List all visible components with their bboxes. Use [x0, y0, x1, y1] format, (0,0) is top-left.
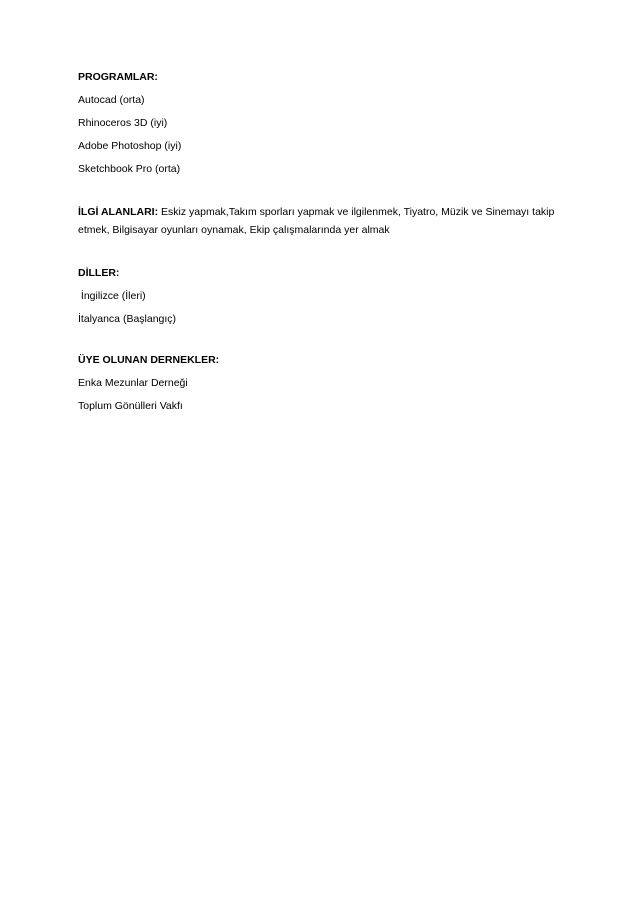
program-item-sketchbook: Sketchbook Pro (orta)	[78, 163, 181, 175]
association-item-enka: Enka Mezunlar Derneği	[78, 377, 188, 389]
section-gap	[78, 335, 578, 353]
associations-section	[78, 353, 578, 413]
program-item-rhinoceros: Rhinoceros 3D (iyi)	[78, 117, 168, 129]
programs-section	[78, 70, 578, 176]
associations-heading: ÜYE OLUNAN DERNEKLER:	[78, 354, 220, 366]
languages-section	[78, 266, 578, 326]
document-content	[78, 70, 578, 422]
section-gap	[78, 185, 578, 203]
programs-heading: PROGRAMLAR:	[78, 71, 158, 83]
interests-paragraph	[78, 203, 568, 239]
language-item-italian: İtalyanca (Başlangıç)	[78, 313, 177, 325]
interests-section	[78, 203, 578, 239]
interests-label: İLGİ ALANLARI:	[78, 206, 159, 218]
section-gap	[78, 248, 578, 266]
languages-heading: DİLLER:	[78, 267, 120, 279]
interests-text: Eskiz yapmak,Takım sporları yapmak ve ilgilenmek, Tiyatro, Müzik ve Sinemayı takip etmek, Bilgisayar oyunları oynamak, Ekip çalışmalarında yer almak	[78, 206, 555, 236]
program-item-autocad: Autocad (orta)	[78, 94, 145, 106]
association-item-toplum: Toplum Gönülleri Vakfı	[78, 400, 183, 412]
language-item-english: İngilizce (İleri)	[78, 290, 146, 302]
program-item-photoshop: Adobe Photoshop (iyi)	[78, 140, 182, 152]
